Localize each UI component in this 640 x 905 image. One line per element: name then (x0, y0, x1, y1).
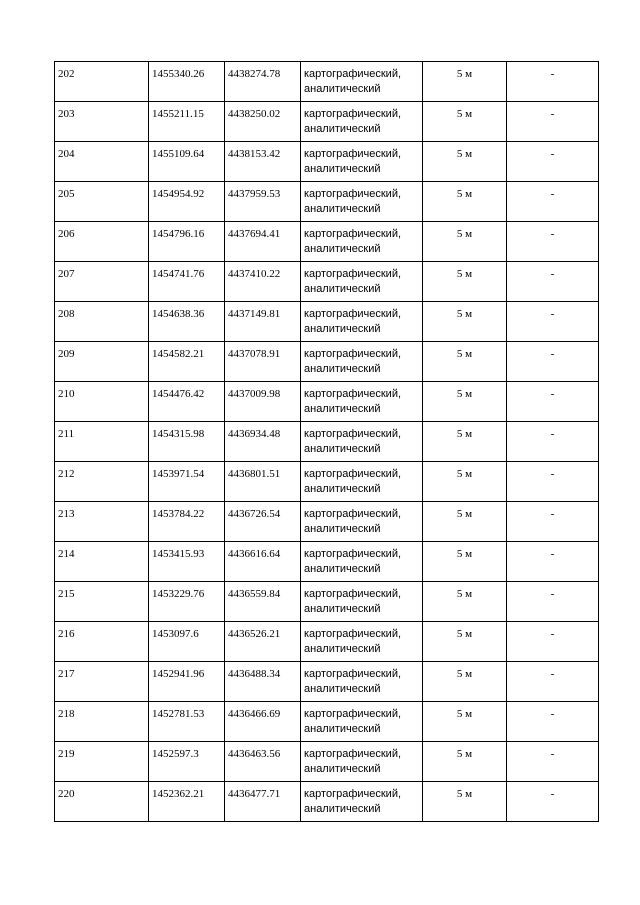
x-coordinate-cell: 1455211.15 (149, 102, 225, 142)
table-row (55, 502, 599, 542)
point-number-cell: 208 (55, 302, 149, 342)
method-cell: картографический, аналитический (301, 462, 423, 502)
accuracy-cell: 5 м (423, 582, 507, 622)
note-cell: - (507, 542, 599, 582)
note-cell: - (507, 702, 599, 742)
x-coordinate-cell: 1454954.92 (149, 182, 225, 222)
note-cell: - (507, 102, 599, 142)
x-coordinate-cell: 1452597.3 (149, 742, 225, 782)
point-number-cell: 205 (55, 182, 149, 222)
accuracy-cell: 5 м (423, 302, 507, 342)
table-row (55, 222, 599, 262)
y-coordinate-cell: 4436477.71 (225, 782, 301, 822)
x-coordinate-cell: 1453229.76 (149, 582, 225, 622)
table-row (55, 702, 599, 742)
method-cell: картографический, аналитический (301, 742, 423, 782)
y-coordinate-cell: 4436934.48 (225, 422, 301, 462)
x-coordinate-cell: 1453097.6 (149, 622, 225, 662)
accuracy-cell: 5 м (423, 502, 507, 542)
method-cell: картографический, аналитический (301, 62, 423, 102)
point-number-cell: 215 (55, 582, 149, 622)
point-number-cell: 210 (55, 382, 149, 422)
coordinates-table-body (55, 62, 599, 822)
y-coordinate-cell: 4436526.21 (225, 622, 301, 662)
accuracy-cell: 5 м (423, 382, 507, 422)
x-coordinate-cell: 1454638.36 (149, 302, 225, 342)
point-number-cell: 206 (55, 222, 149, 262)
method-cell: картографический, аналитический (301, 342, 423, 382)
table-row (55, 582, 599, 622)
note-cell: - (507, 462, 599, 502)
x-coordinate-cell: 1455109.64 (149, 142, 225, 182)
note-cell: - (507, 222, 599, 262)
table-row (55, 422, 599, 462)
point-number-cell: 214 (55, 542, 149, 582)
x-coordinate-cell: 1454315.98 (149, 422, 225, 462)
y-coordinate-cell: 4436559.84 (225, 582, 301, 622)
table-row (55, 742, 599, 782)
accuracy-cell: 5 м (423, 222, 507, 262)
y-coordinate-cell: 4438153.42 (225, 142, 301, 182)
point-number-cell: 218 (55, 702, 149, 742)
note-cell: - (507, 182, 599, 222)
note-cell: - (507, 742, 599, 782)
accuracy-cell: 5 м (423, 262, 507, 302)
point-number-cell: 212 (55, 462, 149, 502)
point-number-cell: 207 (55, 262, 149, 302)
method-cell: картографический, аналитический (301, 622, 423, 662)
method-cell: картографический, аналитический (301, 182, 423, 222)
method-cell: картографический, аналитический (301, 302, 423, 342)
y-coordinate-cell: 4436726.54 (225, 502, 301, 542)
note-cell: - (507, 662, 599, 702)
method-cell: картографический, аналитический (301, 142, 423, 182)
method-cell: картографический, аналитический (301, 222, 423, 262)
point-number-cell: 209 (55, 342, 149, 382)
note-cell: - (507, 302, 599, 342)
accuracy-cell: 5 м (423, 742, 507, 782)
x-coordinate-cell: 1452781.53 (149, 702, 225, 742)
x-coordinate-cell: 1454741.76 (149, 262, 225, 302)
coordinates-table (54, 61, 599, 822)
table-row (55, 382, 599, 422)
point-number-cell: 213 (55, 502, 149, 542)
note-cell: - (507, 342, 599, 382)
note-cell: - (507, 502, 599, 542)
x-coordinate-cell: 1455340.26 (149, 62, 225, 102)
accuracy-cell: 5 м (423, 782, 507, 822)
method-cell: картографический, аналитический (301, 782, 423, 822)
accuracy-cell: 5 м (423, 142, 507, 182)
y-coordinate-cell: 4436801.51 (225, 462, 301, 502)
x-coordinate-cell: 1453971.54 (149, 462, 225, 502)
x-coordinate-cell: 1453415.93 (149, 542, 225, 582)
method-cell: картографический, аналитический (301, 422, 423, 462)
y-coordinate-cell: 4436463.56 (225, 742, 301, 782)
accuracy-cell: 5 м (423, 622, 507, 662)
accuracy-cell: 5 м (423, 702, 507, 742)
accuracy-cell: 5 м (423, 422, 507, 462)
point-number-cell: 216 (55, 622, 149, 662)
y-coordinate-cell: 4437149.81 (225, 302, 301, 342)
method-cell: картографический, аналитический (301, 262, 423, 302)
note-cell: - (507, 782, 599, 822)
table-row (55, 462, 599, 502)
accuracy-cell: 5 м (423, 102, 507, 142)
method-cell: картографический, аналитический (301, 702, 423, 742)
note-cell: - (507, 622, 599, 662)
note-cell: - (507, 262, 599, 302)
table-row (55, 102, 599, 142)
table-row (55, 262, 599, 302)
point-number-cell: 211 (55, 422, 149, 462)
note-cell: - (507, 382, 599, 422)
y-coordinate-cell: 4437694.41 (225, 222, 301, 262)
point-number-cell: 217 (55, 662, 149, 702)
table-row (55, 342, 599, 382)
y-coordinate-cell: 4436466.69 (225, 702, 301, 742)
method-cell: картографический, аналитический (301, 102, 423, 142)
x-coordinate-cell: 1454476.42 (149, 382, 225, 422)
method-cell: картографический, аналитический (301, 662, 423, 702)
y-coordinate-cell: 4437078.91 (225, 342, 301, 382)
table-row (55, 662, 599, 702)
x-coordinate-cell: 1452941.96 (149, 662, 225, 702)
y-coordinate-cell: 4437959.53 (225, 182, 301, 222)
point-number-cell: 204 (55, 142, 149, 182)
table-row (55, 62, 599, 102)
point-number-cell: 203 (55, 102, 149, 142)
y-coordinate-cell: 4438250.02 (225, 102, 301, 142)
y-coordinate-cell: 4437009.98 (225, 382, 301, 422)
table-row (55, 782, 599, 822)
point-number-cell: 219 (55, 742, 149, 782)
note-cell: - (507, 142, 599, 182)
table-row (55, 542, 599, 582)
accuracy-cell: 5 м (423, 542, 507, 582)
method-cell: картографический, аналитический (301, 542, 423, 582)
table-row (55, 302, 599, 342)
point-number-cell: 220 (55, 782, 149, 822)
point-number-cell: 202 (55, 62, 149, 102)
note-cell: - (507, 422, 599, 462)
x-coordinate-cell: 1454582.21 (149, 342, 225, 382)
x-coordinate-cell: 1454796.16 (149, 222, 225, 262)
table-row (55, 622, 599, 662)
table-row (55, 142, 599, 182)
accuracy-cell: 5 м (423, 182, 507, 222)
y-coordinate-cell: 4438274.78 (225, 62, 301, 102)
y-coordinate-cell: 4437410.22 (225, 262, 301, 302)
method-cell: картографический, аналитический (301, 502, 423, 542)
y-coordinate-cell: 4436488.34 (225, 662, 301, 702)
method-cell: картографический, аналитический (301, 582, 423, 622)
method-cell: картографический, аналитический (301, 382, 423, 422)
x-coordinate-cell: 1453784.22 (149, 502, 225, 542)
accuracy-cell: 5 м (423, 462, 507, 502)
accuracy-cell: 5 м (423, 662, 507, 702)
y-coordinate-cell: 4436616.64 (225, 542, 301, 582)
table-row (55, 182, 599, 222)
note-cell: - (507, 62, 599, 102)
note-cell: - (507, 582, 599, 622)
x-coordinate-cell: 1452362.21 (149, 782, 225, 822)
accuracy-cell: 5 м (423, 342, 507, 382)
accuracy-cell: 5 м (423, 62, 507, 102)
